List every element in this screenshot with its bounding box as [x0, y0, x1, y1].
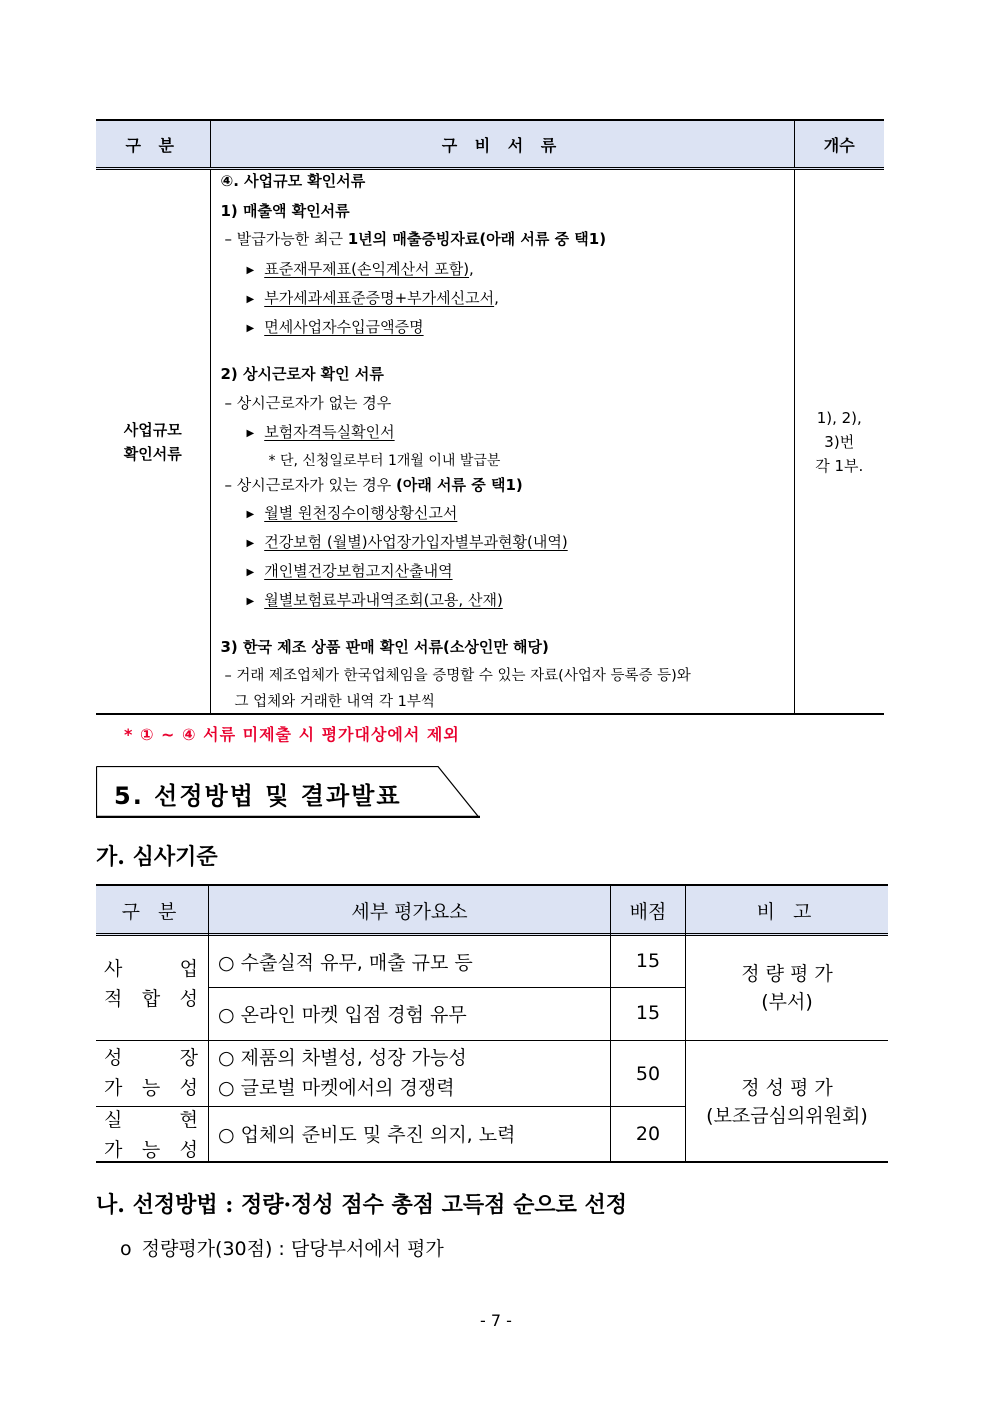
list-item-text: 건강보험 (월별)사업장가입자별부과현황(내역): [264, 533, 568, 551]
header-documents: 구 비 서 류: [210, 120, 794, 169]
list-item: [247, 421, 395, 442]
section3-line2: 그 업체와 거래한 내역 각 1부씩: [234, 694, 435, 710]
triangle-bullet-icon: ▶: [246, 323, 255, 334]
header-category: 구 분: [96, 120, 210, 169]
count-line: 1), 2),: [816, 408, 862, 427]
list-item-text: 부가세과세표준증명+부가세신고서: [264, 289, 495, 307]
category-char: 현: [179, 1108, 198, 1131]
category-char: 적: [104, 987, 123, 1010]
list-item: [247, 502, 458, 523]
table-header-row: [96, 120, 884, 169]
section2-dash2-bold: (아래 서류 중 택1): [395, 476, 523, 494]
evaluation-criteria-table: [96, 884, 888, 1163]
list-item-suffix: ,: [494, 289, 499, 307]
list-item-text: 보험자격득실확인서: [264, 423, 395, 441]
category-char: 가: [104, 1138, 123, 1161]
triangle-bullet-icon: ▶: [246, 294, 255, 305]
list-item-suffix: ,: [469, 260, 474, 278]
header-score: 배점: [629, 901, 667, 923]
section2-title: 2) 상시근로자 확인 서류: [220, 365, 384, 383]
section1-dash-bold: 1년의 매출증빙자료(아래 서류 중 택1): [347, 230, 607, 248]
category-line: [104, 954, 198, 980]
remark-line: (보조금심의위원회): [706, 1104, 868, 1127]
header-elements: 세부 평가요소: [351, 901, 468, 923]
category-cell: [96, 169, 210, 715]
list-item-text: 면세사업자수입금액증명: [264, 318, 424, 336]
list-item: [247, 560, 453, 581]
category-line: [104, 1134, 198, 1162]
bullet-item: [120, 1234, 444, 1261]
list-item: [247, 531, 568, 552]
list-item: [247, 316, 424, 337]
section2-dash2: [225, 474, 523, 495]
score-value: 50: [635, 1062, 661, 1085]
element-item: ○ 업체의 준비도 및 추진 의지, 노력: [218, 1124, 516, 1146]
category-line: [104, 1072, 198, 1100]
score-value: 15: [635, 1002, 661, 1024]
subheading-criteria: 가. 심사기준: [96, 844, 218, 870]
list-item: [247, 287, 499, 308]
category-char: 가: [104, 1076, 123, 1099]
list-item-text: 월별보험료부과내역조회(고용, 산재): [264, 591, 503, 609]
header-category: 구 분: [121, 901, 183, 923]
triangle-bullet-icon: ▶: [246, 567, 255, 578]
category-char: 능: [141, 1076, 161, 1099]
table-row: [96, 169, 884, 715]
section3-title: 3) 한국 제조 상품 판매 확인 서류(소상인만 해당): [220, 638, 549, 656]
section-title: 5. 선정방법 및 결과발표: [114, 782, 402, 810]
section-title-box: [96, 766, 480, 818]
element-item: ○ 수출실적 유무, 매출 규모 등: [218, 951, 473, 974]
category-char: 장: [179, 1046, 198, 1069]
grid-line: [96, 1040, 888, 1041]
category-line: [104, 1042, 198, 1070]
grid-line: [208, 884, 209, 1163]
category-line: 확인서류: [123, 444, 182, 463]
category-char: 성: [179, 987, 198, 1010]
list-item-text: 표준재무제표(손익계산서 포함): [264, 260, 470, 278]
required-documents-table: [96, 119, 884, 715]
category-char: 성: [179, 1138, 198, 1161]
count-line: 3)번: [824, 432, 855, 451]
category-char: 업: [179, 957, 198, 980]
element-item: ○ 온라인 마켓 입점 경험 유무: [218, 1003, 467, 1026]
section1-dash-text: – 발급가능한 최근: [224, 230, 348, 248]
list-item-text: 개인별건강보험고지산출내역: [264, 562, 453, 580]
triangle-bullet-icon: ▶: [246, 428, 255, 439]
list-item: [247, 258, 474, 279]
subheading-selection-method: 나. 선정방법 : 정량·정성 점수 총점 고득점 순으로 선정: [96, 1192, 628, 1218]
category-line: [104, 984, 198, 1010]
category-line: 사업규모: [123, 420, 182, 439]
triangle-bullet-icon: ▶: [246, 509, 255, 520]
section1-title: 1) 매출액 확인서류: [220, 202, 350, 220]
page-number: - 7 -: [480, 1311, 512, 1330]
section3-line1: – 거래 제조업체가 한국업체임을 증명할 수 있는 자료(사업자 등록증 등)와: [224, 668, 691, 684]
bullet-mark: o: [120, 1238, 132, 1260]
count-cell: [794, 169, 884, 715]
section2-dash1: – 상시근로자가 없는 경우: [224, 394, 392, 412]
section2-note: * 단, 신청일로부터 1개월 이내 발급분: [268, 453, 501, 469]
table-header-row: [96, 884, 888, 936]
category-char: 합: [141, 987, 161, 1010]
documents-cell: [210, 169, 794, 715]
element-item: ○ 글로벌 마켓에서의 경쟁력: [218, 1076, 455, 1099]
header-remarks: 비 고: [756, 901, 818, 923]
remark-line: (부서): [761, 990, 813, 1013]
bullet-text: 정량평가(30점) : 담당부서에서 평가: [141, 1238, 444, 1260]
category-char: 실: [104, 1108, 123, 1131]
element-item: ○ 제품의 차별성, 성장 가능성: [218, 1046, 467, 1069]
category-char: 성: [104, 1046, 123, 1069]
count-line: 각 1부.: [815, 456, 864, 475]
score-value: 15: [635, 950, 661, 972]
grid-line: [96, 1161, 888, 1163]
list-item: [247, 589, 503, 610]
score-value: 20: [635, 1122, 661, 1145]
grid-line: [208, 987, 685, 988]
triangle-bullet-icon: ▶: [246, 596, 255, 607]
list-item-text: 월별 원천징수이행상황신고서: [264, 504, 458, 522]
triangle-bullet-icon: ▶: [246, 265, 255, 276]
doc-title: ④. 사업규모 확인서류: [220, 172, 366, 190]
category-line: [104, 1104, 198, 1132]
category-char: 사: [104, 957, 123, 980]
section2-dash2-text: – 상시근로자가 있는 경우: [224, 476, 396, 494]
triangle-bullet-icon: ▶: [246, 538, 255, 549]
header-count: 개수: [794, 120, 884, 169]
category-char: 능: [141, 1138, 161, 1161]
remark-line: 정 량 평 가: [741, 962, 833, 985]
exclusion-note: * ① ~ ④ 서류 미제출 시 평가대상에서 제외: [124, 725, 460, 744]
remark-line: 정 성 평 가: [741, 1076, 833, 1099]
section1-dash: [225, 228, 607, 249]
category-char: 성: [179, 1076, 198, 1099]
